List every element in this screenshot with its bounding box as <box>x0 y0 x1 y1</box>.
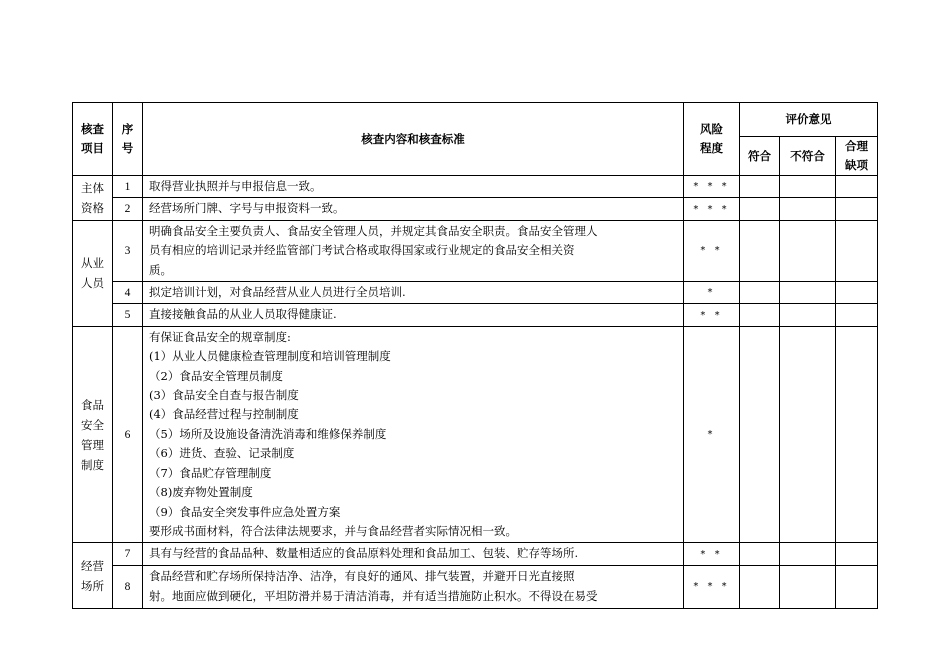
missing-cell[interactable] <box>836 565 878 608</box>
row-content <box>143 543 684 565</box>
row-seq: 3 <box>113 220 143 281</box>
row-risk: * * <box>684 304 740 326</box>
missing-cell[interactable] <box>836 220 878 281</box>
not-comply-cell[interactable] <box>780 176 836 198</box>
not-comply-cell[interactable] <box>780 304 836 326</box>
row-risk: * * <box>684 220 740 281</box>
row-content <box>143 220 684 281</box>
row-content <box>143 198 684 220</box>
header-comply: 符合 <box>740 137 780 176</box>
row-risk: * <box>684 326 740 542</box>
content-line: 直接接触食品的从业人员取得健康证. <box>149 307 337 322</box>
missing-cell[interactable] <box>836 326 878 542</box>
row-seq: 6 <box>113 326 143 542</box>
content-line: （2）食品安全管理员制度 <box>149 368 283 383</box>
content-line: （6）进货、查验、记录制度 <box>149 446 295 461</box>
not-comply-cell[interactable] <box>780 565 836 608</box>
row-seq: 4 <box>113 282 143 304</box>
header-content: 核查内容和核查标准 <box>143 103 684 176</box>
not-comply-cell[interactable] <box>780 326 836 542</box>
row-risk: * * * <box>684 565 740 608</box>
content-line: （9）食品安全突发事件应急处置方案 <box>149 504 341 519</box>
table-row <box>73 176 878 198</box>
content-line: 具有与经营的食品品种、数量相适应的食品原料处理和食品加工、包装、贮存等场所. <box>149 546 579 561</box>
category-system: 食品 安全 管理 制度 <box>73 326 113 542</box>
comply-cell[interactable] <box>740 220 780 281</box>
comply-cell[interactable] <box>740 282 780 304</box>
row-content <box>143 565 684 608</box>
row-content <box>143 326 684 542</box>
missing-cell[interactable] <box>836 176 878 198</box>
content-line: （7）食品贮存管理制度 <box>149 465 272 480</box>
content-line: 质。 <box>149 262 172 277</box>
row-seq: 7 <box>113 543 143 565</box>
category-subject: 主体 资格 <box>73 176 113 221</box>
row-risk: * * * <box>684 176 740 198</box>
comply-cell[interactable] <box>740 304 780 326</box>
category-staff: 从业 人员 <box>73 220 113 326</box>
header-reasonable-missing: 合理 缺项 <box>836 137 878 176</box>
table-row <box>73 198 878 220</box>
header-seq: 序 号 <box>113 103 143 176</box>
row-content <box>143 176 684 198</box>
not-comply-cell[interactable] <box>780 220 836 281</box>
row-seq: 2 <box>113 198 143 220</box>
row-content <box>143 282 684 304</box>
table-row <box>73 304 878 326</box>
row-seq: 1 <box>113 176 143 198</box>
not-comply-cell[interactable] <box>780 198 836 220</box>
content-line: (3）食品安全自查与报告制度 <box>149 388 299 403</box>
content-line: 有保证食品安全的规章制度: <box>149 329 291 344</box>
row-risk: * * * <box>684 198 740 220</box>
content-line: 射。地面应做到硬化，平坦防滑并易于清洁消毒，并有适当措施防止积水。不得设在易受 <box>149 588 598 603</box>
row-seq: 8 <box>113 565 143 608</box>
content-line: 食品经营和贮存场所保持洁净、洁净，有良好的通风、排气装置，并避开日光直接照 <box>149 569 575 584</box>
header-opinion: 评价意见 <box>740 103 878 137</box>
header-risk: 风险 程度 <box>684 103 740 176</box>
table-row <box>73 326 878 542</box>
not-comply-cell[interactable] <box>780 543 836 565</box>
content-line: 经营场所门牌、字号与申报资料一致。 <box>149 201 345 216</box>
comply-cell[interactable] <box>740 198 780 220</box>
table-row <box>73 543 878 565</box>
not-comply-cell[interactable] <box>780 282 836 304</box>
missing-cell[interactable] <box>836 304 878 326</box>
content-line: 员有相应的培训记录并经监管部门考试合格或取得国家或行业规定的食品安全相关资 <box>149 243 575 258</box>
content-line: (1）从业人员健康检查管理制度和培训管理制度 <box>149 349 391 364</box>
inspection-table <box>72 102 878 609</box>
content-line: 要形成书面材料，符合法律法规要求，并与食品经营者实际情况相一致。 <box>149 523 517 538</box>
comply-cell[interactable] <box>740 176 780 198</box>
missing-cell[interactable] <box>836 198 878 220</box>
content-line: 明确食品安全主要负责人、食品安全管理人员，并规定其食品安全职责。食品安全管理人 <box>149 223 598 238</box>
row-risk: * * <box>684 543 740 565</box>
missing-cell[interactable] <box>836 543 878 565</box>
row-risk: * <box>684 282 740 304</box>
missing-cell[interactable] <box>836 282 878 304</box>
content-line: 拟定培训计划，对食品经营从业人员进行全员培训. <box>149 285 406 300</box>
content-line: 取得营业执照并与申报信息一致。 <box>149 179 322 193</box>
header-category: 核查 项目 <box>73 103 113 176</box>
row-content <box>143 304 684 326</box>
comply-cell[interactable] <box>740 326 780 542</box>
header-not-comply: 不符合 <box>780 137 836 176</box>
table-row <box>73 220 878 281</box>
table-row <box>73 282 878 304</box>
content-line: （5）场所及设施设备清洗消毒和维修保养制度 <box>149 426 387 441</box>
content-line: (4）食品经营过程与控制制度 <box>149 407 299 422</box>
row-seq: 5 <box>113 304 143 326</box>
content-line: （8)废弃物处置制度 <box>149 485 253 500</box>
category-premises: 经营 场所 <box>73 543 113 608</box>
table-row <box>73 565 878 608</box>
comply-cell[interactable] <box>740 543 780 565</box>
comply-cell[interactable] <box>740 565 780 608</box>
